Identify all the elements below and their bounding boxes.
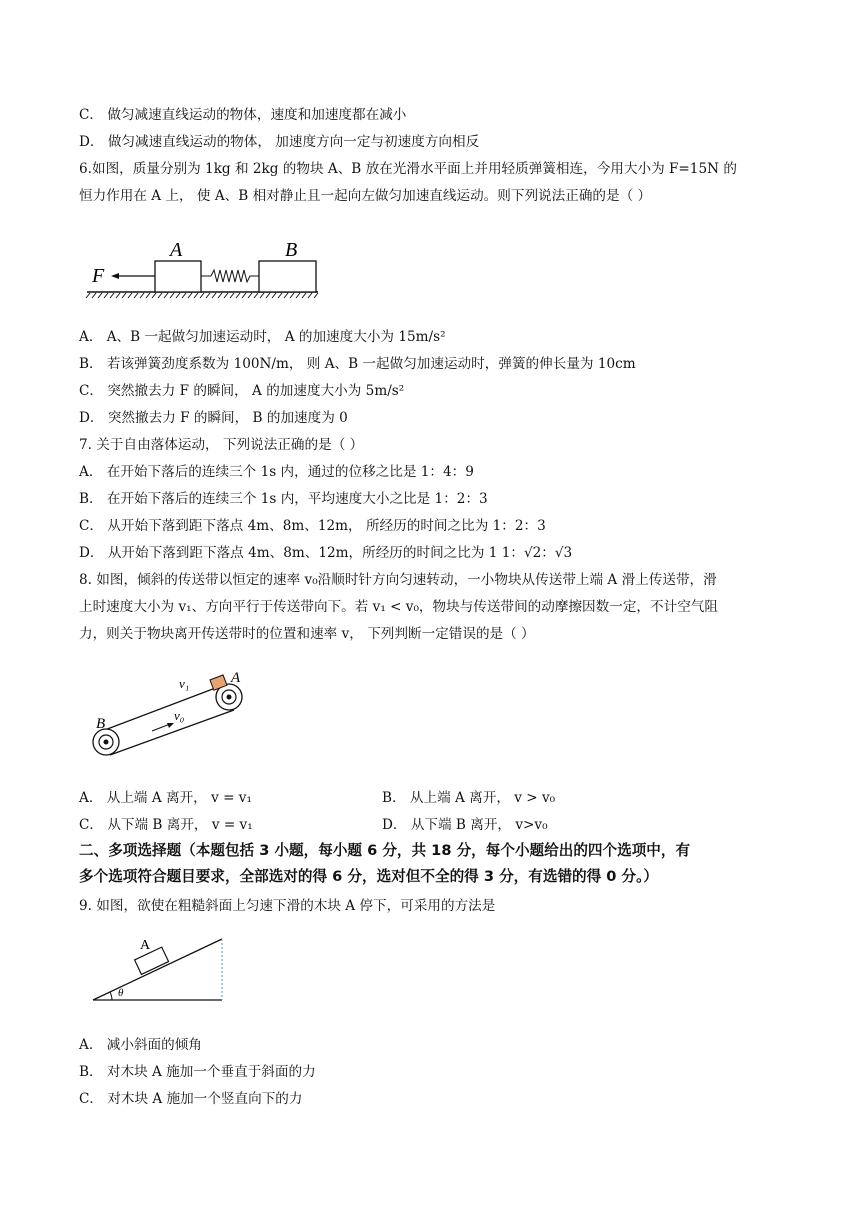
q7-option-a: A． 在开始下落后的连续三个 1s 内，通过的位移之比是 1：4：9 <box>79 464 474 480</box>
q6-stem-line1: 6.如图，质量分别为 1kg 和 2kg 的物块 A、B 放在光滑水平面上并用轻质弹簧相连，今用大小为 F=15N 的 <box>79 161 737 177</box>
label-b: B <box>285 239 298 261</box>
label-a-top: A <box>231 670 241 686</box>
q8-option-d: D． 从下端 B 离开， v>v₀ <box>382 817 548 833</box>
spring-blocks-figure <box>84 234 324 304</box>
block-b <box>259 261 316 292</box>
q5-option-d: D． 做匀减速直线运动的物体， 加速度方向一定与初速度方向相反 <box>79 134 480 150</box>
q8-option-a: A． 从上端 A 离开， v = v₁ <box>79 790 252 806</box>
label-a-incline: A <box>140 938 151 953</box>
q6-option-b: B． 若该弹簧劲度系数为 100N/m， 则 A、B 一起做匀加速运动时，弹簧的伸长量为 10cm <box>79 356 636 372</box>
label-a: A <box>170 239 183 261</box>
label-v0: v₀ <box>174 708 185 723</box>
q7-option-c: C． 从开始下落到距下落点 4m、8m、12m， 所经历的时间之比为 1：2：3 <box>79 518 546 534</box>
q8-stem-line2: 上时速度大小为 v₁、方向平行于传送带向下。若 v₁ < v₀，物块与传送带间的动摩擦因数一定，不计空气阻 <box>79 599 718 615</box>
q8-stem-line3: 力，则关于物块离开传送带时的位置和速率 v， 下列判断一定错误的是（ ） <box>79 626 535 642</box>
label-b-bottom: B <box>96 716 106 732</box>
q9-option-b: B． 对木块 A 施加一个垂直于斜面的力 <box>79 1064 316 1080</box>
q6-option-c: C． 突然撤去力 F 的瞬间， A 的加速度大小为 5m/s² <box>79 383 405 399</box>
q6-option-d: D． 突然撤去力 F 的瞬间， B 的加速度为 0 <box>79 410 348 426</box>
label-f: F <box>92 265 105 287</box>
q7-option-b: B． 在开始下落后的连续三个 1s 内，平均速度大小之比是 1：2：3 <box>79 491 488 507</box>
v0-arrow <box>152 724 170 731</box>
q6-stem-line2: 恒力作用在 A 上， 使 A、B 相对静止且一起向左做匀加速直线运动。则下列说法正确的是（ ） <box>79 188 652 204</box>
q9-stem: 9. 如图，欲使在粗糙斜面上匀速下滑的木块 A 停下，可采用的方法是 <box>79 898 496 914</box>
section2-heading-line1: 二、多项选择题（本题包括 3 小题，每小题 6 分，共 18 分，每个小题给出的四个选项中，有 <box>79 842 691 859</box>
q8-option-b: B． 从上端 A 离开， v > v₀ <box>382 790 556 806</box>
q6-option-a: A． A、B 一起做匀加速运动时， A 的加速度大小为 15m/s² <box>79 329 446 345</box>
q8-stem-line1: 8. 如图，倾斜的传送带以恒定的速率 v₀沿顺时针方向匀速转动，一小物块从传送带上端 A 滑上传送带，滑 <box>79 572 717 588</box>
conveyor-figure <box>88 670 258 770</box>
q7-option-d: D． 从开始下落到距下落点 4m、8m、12m，所经历的时间之比为 1 1：√2：√3 <box>79 545 573 561</box>
q5-option-c: C． 做匀减速直线运动的物体，速度和加速度都在减小 <box>79 107 407 123</box>
q8-option-c: C． 从下端 B 离开， v = v₁ <box>79 817 253 833</box>
spring <box>201 270 259 282</box>
q9-option-c: C． 对木块 A 施加一个竖直向下的力 <box>79 1091 303 1107</box>
q7-stem: 7. 关于自由落体运动， 下列说法正确的是（ ） <box>79 437 364 453</box>
q9-option-a: A． 减小斜面的倾角 <box>79 1037 202 1053</box>
block-a <box>155 261 201 292</box>
label-v1: v₁ <box>179 676 190 691</box>
section2-heading-line2: 多个选项符合题目要求，全部选对的得 6 分，选对但不全的得 3 分，有选错的得 0 分。） <box>79 868 659 885</box>
label-theta: θ <box>118 987 124 999</box>
incline-figure <box>90 936 240 1011</box>
